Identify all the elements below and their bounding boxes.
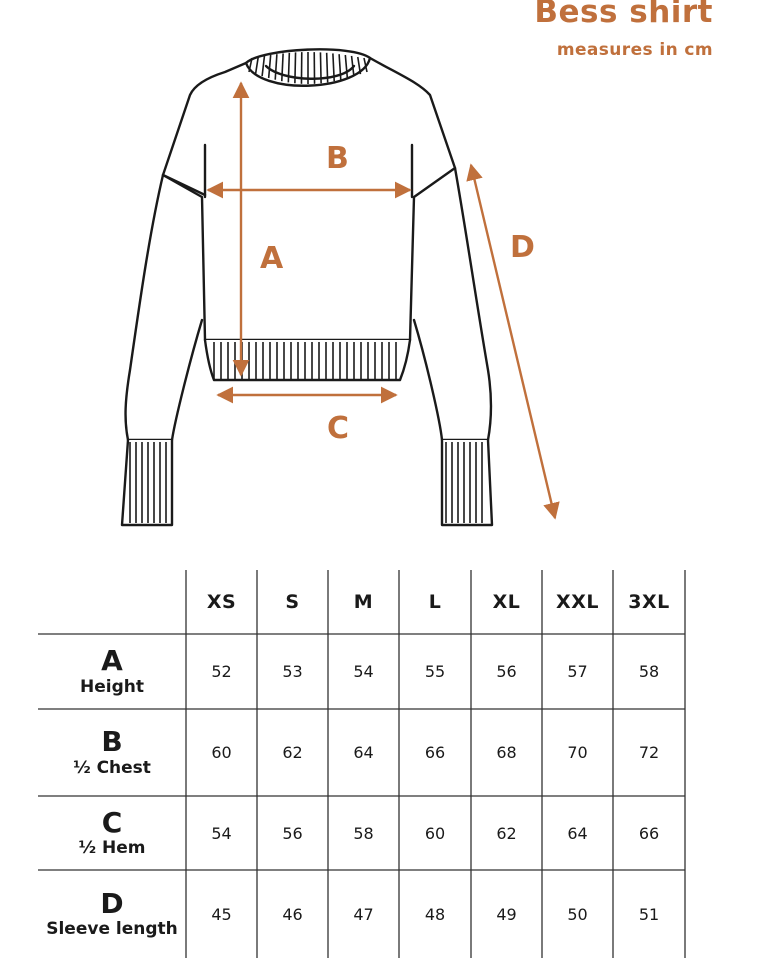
ribbing-lines <box>130 52 482 523</box>
label-a: A <box>260 241 284 276</box>
table-cell: 58 <box>353 823 374 843</box>
table-cell: 66 <box>424 743 446 762</box>
size-header-s: S <box>285 591 300 613</box>
table-cell: 64 <box>567 823 588 843</box>
table-cell: 62 <box>496 823 517 843</box>
row-name: Sleeve length <box>46 919 178 940</box>
row-label-c <box>38 796 186 870</box>
table-cell: 64 <box>353 743 374 762</box>
table-cell: 47 <box>353 904 374 924</box>
table-cell: 72 <box>638 743 660 762</box>
rib-line <box>288 53 289 83</box>
sweater-outline <box>122 49 492 525</box>
row-letter: B <box>101 725 123 759</box>
table-cell: 55 <box>424 662 446 681</box>
table-cell: 56 <box>496 662 517 681</box>
rib-line <box>295 52 296 83</box>
table-cell: 45 <box>211 904 232 924</box>
rib-line <box>327 53 328 83</box>
table-cell: 46 <box>282 904 303 924</box>
rib-line <box>320 52 321 83</box>
row-name: ½ Chest <box>73 757 151 778</box>
row-letter: D <box>100 886 124 920</box>
table-cell: 49 <box>496 904 517 924</box>
size-header-3xl: 3XL <box>628 591 670 613</box>
table-cell: 57 <box>567 662 588 681</box>
label-d: D <box>510 230 535 265</box>
table-cell: 68 <box>496 743 517 762</box>
table-cell: 50 <box>567 904 588 924</box>
table-cell: 48 <box>424 904 446 924</box>
row-letter: A <box>101 644 123 678</box>
table-cell: 54 <box>353 662 374 681</box>
table-cell: 52 <box>211 662 232 681</box>
row-label-a <box>38 634 186 709</box>
row-name: ½ Hem <box>78 838 146 859</box>
table-cell: 60 <box>211 743 232 762</box>
page-subtitle: measures in cm <box>556 40 713 60</box>
size-header-m: M <box>353 591 374 613</box>
table-cell: 54 <box>211 823 232 843</box>
table-cell: 58 <box>638 662 660 681</box>
table-cell: 51 <box>638 904 660 924</box>
row-label-d <box>38 870 186 958</box>
size-header-l: L <box>428 591 442 613</box>
row-letter: C <box>101 805 123 839</box>
label-c: C <box>327 411 350 446</box>
table-cell: 56 <box>282 823 303 843</box>
table-cell: 66 <box>638 823 660 843</box>
table-cell: 53 <box>282 662 303 681</box>
row-name: Height <box>80 676 144 697</box>
row-label-b <box>38 709 186 796</box>
size-header-xxl: XXL <box>556 591 599 613</box>
size-header-xl: XL <box>492 591 521 613</box>
table-cell: 62 <box>282 743 303 762</box>
size-header-xs: XS <box>206 591 237 613</box>
page-title: Bess shirt <box>534 0 713 30</box>
table-cell: 60 <box>424 823 446 843</box>
label-b: B <box>326 141 349 176</box>
table-cell: 70 <box>567 743 588 762</box>
